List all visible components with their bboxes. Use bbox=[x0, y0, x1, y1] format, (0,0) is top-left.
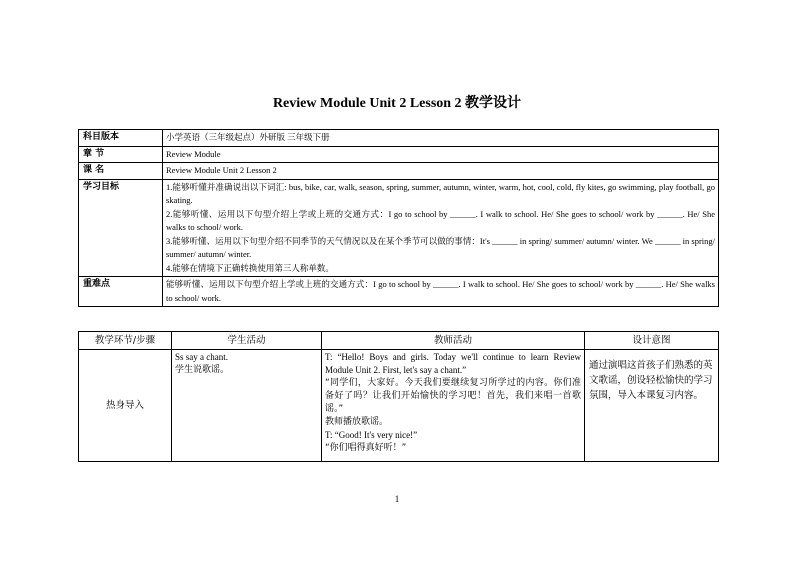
chapter-label: 章 节 bbox=[79, 146, 163, 163]
student-line: Ss say a chant. bbox=[175, 352, 228, 362]
table-row bbox=[79, 277, 719, 307]
teacher-line: 教师播放歌谣。 bbox=[325, 417, 389, 427]
header-stage: 教学环节/步骤 bbox=[79, 332, 172, 350]
chapter-value: Review Module bbox=[163, 146, 719, 163]
keypoint-value bbox=[163, 277, 719, 307]
lesson-name-value: Review Module Unit 2 Lesson 2 bbox=[163, 163, 719, 180]
table-row bbox=[79, 146, 719, 163]
purpose-cell: 通过演唱这首孩子们熟悉的英文歌谣，创设轻松愉快的学习氛围，导入本课复习内容。 bbox=[585, 350, 719, 462]
page-number: 1 bbox=[394, 494, 400, 504]
goal-item: 3.能够听懂、运用以下句型介绍不同季节的天气情况以及在某个季节可以做的事情：It's ______ in spring/ summer/ autumn/ winter. We ______ in spring/ summer/ autumn/ winter. bbox=[166, 235, 715, 259]
table-row bbox=[79, 350, 719, 462]
stage-cell: 热身导入 bbox=[79, 350, 172, 462]
goals-label: 学习目标 bbox=[79, 179, 163, 277]
course-info-table bbox=[78, 129, 719, 307]
teacher-activity-cell bbox=[322, 350, 585, 462]
teacher-line: T: “Hello! Boys and girls. Today we'll continue to learn Review Module Unit 2. First, let's say a chant.” bbox=[325, 352, 581, 375]
keypoint-label: 重难点 bbox=[79, 277, 163, 307]
table-header-row bbox=[79, 332, 719, 350]
header-student: 学生活动 bbox=[172, 332, 322, 350]
subject-version-value: 小学英语（三年级起点）外研版 三年级下册 bbox=[163, 130, 719, 147]
goal-item: 1.能够听懂并准确说出以下词汇: bus, bike, car, walk, season, spring, summer, autumn, winter, warm, hot, cool, cold, fly kites, go swimming, play football, go skating. bbox=[166, 181, 715, 205]
student-line: 学生说歌谣。 bbox=[175, 365, 230, 375]
teaching-steps-table bbox=[78, 331, 719, 462]
header-purpose: 设计意图 bbox=[585, 332, 719, 350]
student-activity-cell bbox=[172, 350, 322, 462]
goal-item: 4.能够在情境下正确转换使用第三人称单数。 bbox=[166, 262, 334, 273]
table-row bbox=[79, 130, 719, 147]
table-row bbox=[79, 163, 719, 180]
teacher-line: T: “Good! It's very nice!” bbox=[325, 430, 418, 440]
header-teacher: 教师活动 bbox=[322, 332, 585, 350]
goals-value bbox=[163, 179, 719, 277]
page-title: Review Module Unit 2 Lesson 2 教学设计 bbox=[272, 96, 522, 111]
teacher-line: “同学们，大家好。今天我们要继续复习所学过的内容。你们准备好了吗？让我们开始愉快的学习吧！首先，我们来唱一首歌谣。” bbox=[325, 378, 581, 414]
goal-item: 2.能够听懂、运用以下句型介绍上学或上班的交通方式：I go to school by ______. I walk to school. He/ She goes to school/ work by ______. He/ She walks to school/ work. bbox=[166, 208, 715, 232]
lesson-name-label: 课 名 bbox=[79, 163, 163, 180]
teacher-line: “你们唱得真好听！” bbox=[325, 443, 407, 453]
keypoint-text: 能够听懂、运用以下句型介绍上学或上班的交通方式：I go to school by ______. I walk to school. He/ She goes to school/ work by ______. He/ She walks to school/ work. bbox=[166, 279, 715, 303]
table-row bbox=[79, 179, 719, 277]
subject-version-label: 科目版本 bbox=[79, 130, 163, 147]
